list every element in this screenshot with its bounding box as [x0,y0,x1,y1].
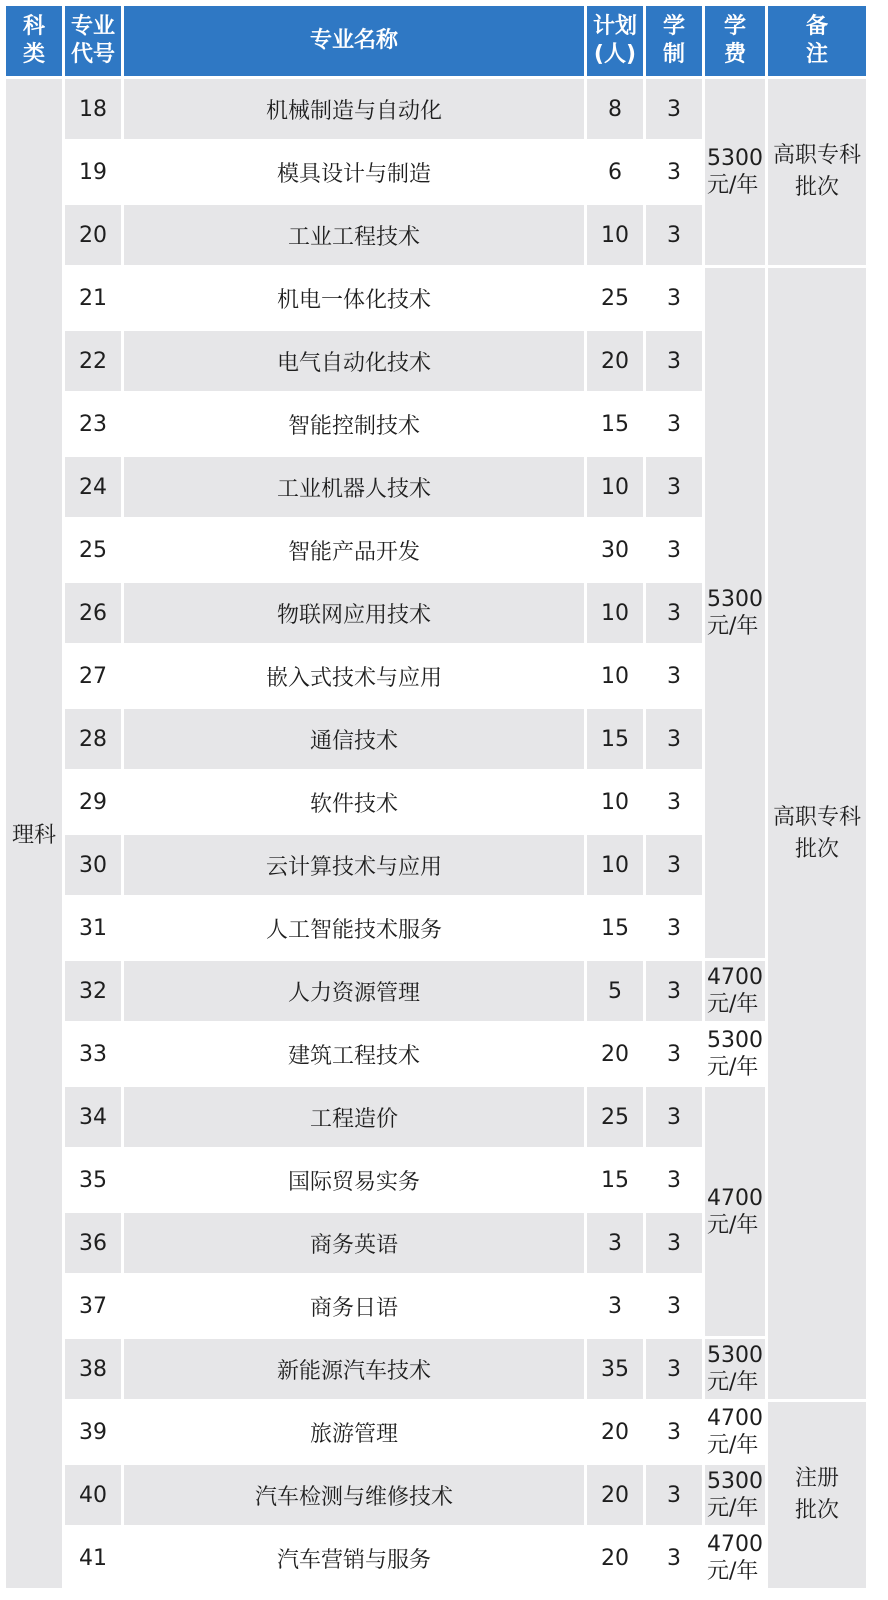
major-name: 人工智能技术服务 [124,898,584,958]
plan-count: 10 [587,583,643,643]
header-plan: 计划 (人) [587,6,643,76]
header-fee: 学 费 [705,6,765,76]
major-name: 工程造价 [124,1087,584,1147]
plan-count: 15 [587,1150,643,1210]
study-years: 3 [646,1528,702,1588]
major-name: 国际贸易实务 [124,1150,584,1210]
tuition-fee: 4700 元/年 [705,961,765,1021]
major-name: 通信技术 [124,709,584,769]
major-code: 32 [65,961,121,1021]
table-row [6,1528,866,1588]
major-name: 工业工程技术 [124,205,584,265]
major-name: 智能控制技术 [124,394,584,454]
study-years: 3 [646,205,702,265]
study-years: 3 [646,331,702,391]
plan-count: 30 [587,520,643,580]
major-name: 软件技术 [124,772,584,832]
tuition-fee: 5300 元/年 [705,268,765,958]
major-code: 31 [65,898,121,958]
plan-count: 10 [587,205,643,265]
major-code: 40 [65,1465,121,1525]
major-code: 26 [65,583,121,643]
study-years: 3 [646,1465,702,1525]
table-row [6,961,866,1021]
plan-count: 3 [587,1276,643,1336]
major-code: 34 [65,1087,121,1147]
header-note: 备 注 [768,6,866,76]
major-code: 21 [65,268,121,328]
major-name: 人力资源管理 [124,961,584,1021]
plan-count: 15 [587,898,643,958]
table-row [6,1024,866,1084]
plan-count: 20 [587,1402,643,1462]
tuition-fee: 4700 元/年 [705,1528,765,1588]
table-row [6,1465,866,1525]
major-code: 39 [65,1402,121,1462]
major-name: 云计算技术与应用 [124,835,584,895]
plan-count: 20 [587,1465,643,1525]
study-years: 3 [646,142,702,202]
major-name: 旅游管理 [124,1402,584,1462]
major-name: 汽车营销与服务 [124,1528,584,1588]
study-years: 3 [646,1150,702,1210]
table-row [6,1087,866,1147]
table-row [6,1339,866,1399]
major-name: 商务英语 [124,1213,584,1273]
plan-count: 35 [587,1339,643,1399]
major-code: 18 [65,79,121,139]
batch-note: 注册 批次 [768,1402,866,1588]
table-row [6,79,866,139]
major-name: 物联网应用技术 [124,583,584,643]
major-name: 建筑工程技术 [124,1024,584,1084]
category-cell: 理科 [6,79,62,1588]
study-years: 3 [646,1339,702,1399]
study-years: 3 [646,835,702,895]
major-code: 33 [65,1024,121,1084]
major-code: 27 [65,646,121,706]
tuition-fee: 5300 元/年 [705,79,765,265]
plan-count: 10 [587,835,643,895]
major-code: 24 [65,457,121,517]
plan-count: 15 [587,709,643,769]
major-name: 智能产品开发 [124,520,584,580]
study-years: 3 [646,1087,702,1147]
major-code: 35 [65,1150,121,1210]
major-code: 29 [65,772,121,832]
study-years: 3 [646,394,702,454]
header-category: 科 类 [6,6,62,76]
plan-count: 25 [587,268,643,328]
major-code: 20 [65,205,121,265]
major-code: 37 [65,1276,121,1336]
plan-count: 8 [587,79,643,139]
major-name: 嵌入式技术与应用 [124,646,584,706]
plan-count: 6 [587,142,643,202]
study-years: 3 [646,772,702,832]
major-code: 22 [65,331,121,391]
study-years: 3 [646,1276,702,1336]
major-code: 30 [65,835,121,895]
major-name: 模具设计与制造 [124,142,584,202]
major-name: 机电一体化技术 [124,268,584,328]
study-years: 3 [646,457,702,517]
study-years: 3 [646,646,702,706]
study-years: 3 [646,1213,702,1273]
study-years: 3 [646,520,702,580]
study-years: 3 [646,961,702,1021]
table-row [6,268,866,328]
tuition-fee: 4700 元/年 [705,1402,765,1462]
major-name: 工业机器人技术 [124,457,584,517]
header-code: 专业 代号 [65,6,121,76]
enrollment-plan-table [3,3,869,1591]
major-name: 新能源汽车技术 [124,1339,584,1399]
major-name: 电气自动化技术 [124,331,584,391]
plan-count: 25 [587,1087,643,1147]
header-name: 专业名称 [124,6,584,76]
study-years: 3 [646,268,702,328]
major-code: 41 [65,1528,121,1588]
plan-count: 5 [587,961,643,1021]
plan-count: 10 [587,646,643,706]
study-years: 3 [646,1024,702,1084]
plan-count: 10 [587,457,643,517]
tuition-fee: 4700 元/年 [705,1087,765,1336]
plan-count: 3 [587,1213,643,1273]
tuition-fee: 5300 元/年 [705,1465,765,1525]
major-code: 28 [65,709,121,769]
major-code: 36 [65,1213,121,1273]
major-code: 38 [65,1339,121,1399]
plan-count: 20 [587,1528,643,1588]
major-code: 19 [65,142,121,202]
study-years: 3 [646,583,702,643]
table-row [6,1402,866,1462]
study-years: 3 [646,79,702,139]
header-row [6,6,866,76]
study-years: 3 [646,1402,702,1462]
major-name: 机械制造与自动化 [124,79,584,139]
study-years: 3 [646,709,702,769]
tuition-fee: 5300 元/年 [705,1339,765,1399]
batch-note: 高职专科 批次 [768,79,866,265]
batch-note: 高职专科 批次 [768,268,866,1399]
major-name: 汽车检测与维修技术 [124,1465,584,1525]
plan-count: 15 [587,394,643,454]
plan-count: 10 [587,772,643,832]
plan-count: 20 [587,331,643,391]
major-name: 商务日语 [124,1276,584,1336]
plan-count: 20 [587,1024,643,1084]
tuition-fee: 5300 元/年 [705,1024,765,1084]
major-code: 23 [65,394,121,454]
header-years: 学 制 [646,6,702,76]
study-years: 3 [646,898,702,958]
major-code: 25 [65,520,121,580]
